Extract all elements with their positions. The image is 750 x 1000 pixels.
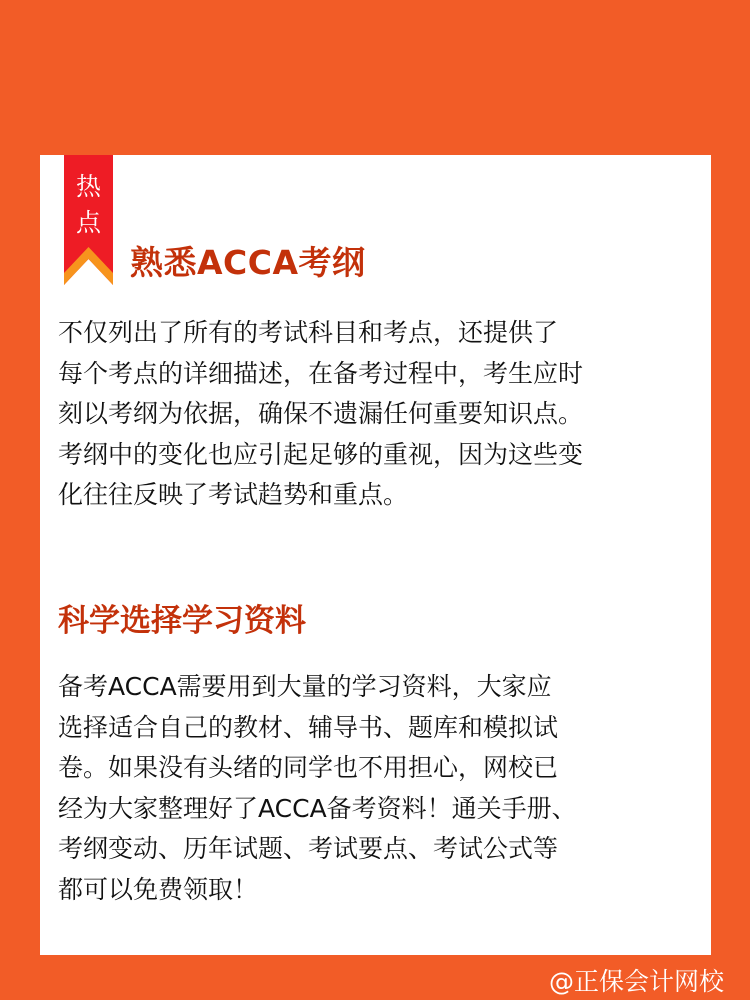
text-line: 都可以免费领取！	[58, 874, 259, 904]
text-line: 经为大家整理好了ACCA备考资料！通关手册、	[58, 793, 577, 823]
badge-char: 热	[75, 172, 101, 201]
section1-body	[58, 313, 583, 516]
text-line: 刻以考纲为依据，确保不遗漏任何重要知识点。	[58, 399, 584, 428]
watermark: @正保会计网校	[548, 967, 724, 996]
text-line: 每个考点的详细描述，在备考过程中，考生应时	[58, 358, 584, 388]
badge-char: 点	[75, 208, 101, 237]
text-line: 考纲变动、历年试题、考试要点、考试公式等	[58, 834, 559, 863]
text-line: 卷。如果没有头绪的同学也不用担心，网校已	[58, 753, 559, 782]
text-line: 备考ACCA需要用到大量的学习资料，大家应	[58, 672, 552, 701]
text-line: 选择适合自己的教材、辅导书、题库和模拟试	[58, 712, 559, 742]
text-line: 不仅列出了所有的考试科目和考点，还提供了	[58, 318, 559, 347]
hot-badge-text	[64, 169, 113, 241]
hot-badge-ribbon	[64, 155, 113, 285]
section2-body	[58, 667, 577, 910]
content-card	[40, 155, 711, 955]
section2-title: 科学选择学习资料	[58, 603, 306, 639]
section1-title: 熟悉ACCA考纲	[130, 243, 366, 282]
text-line: 化往往反映了考试趋势和重点。	[58, 480, 409, 509]
text-line: 考纲中的变化也应引起足够的重视，因为这些变	[58, 439, 584, 469]
